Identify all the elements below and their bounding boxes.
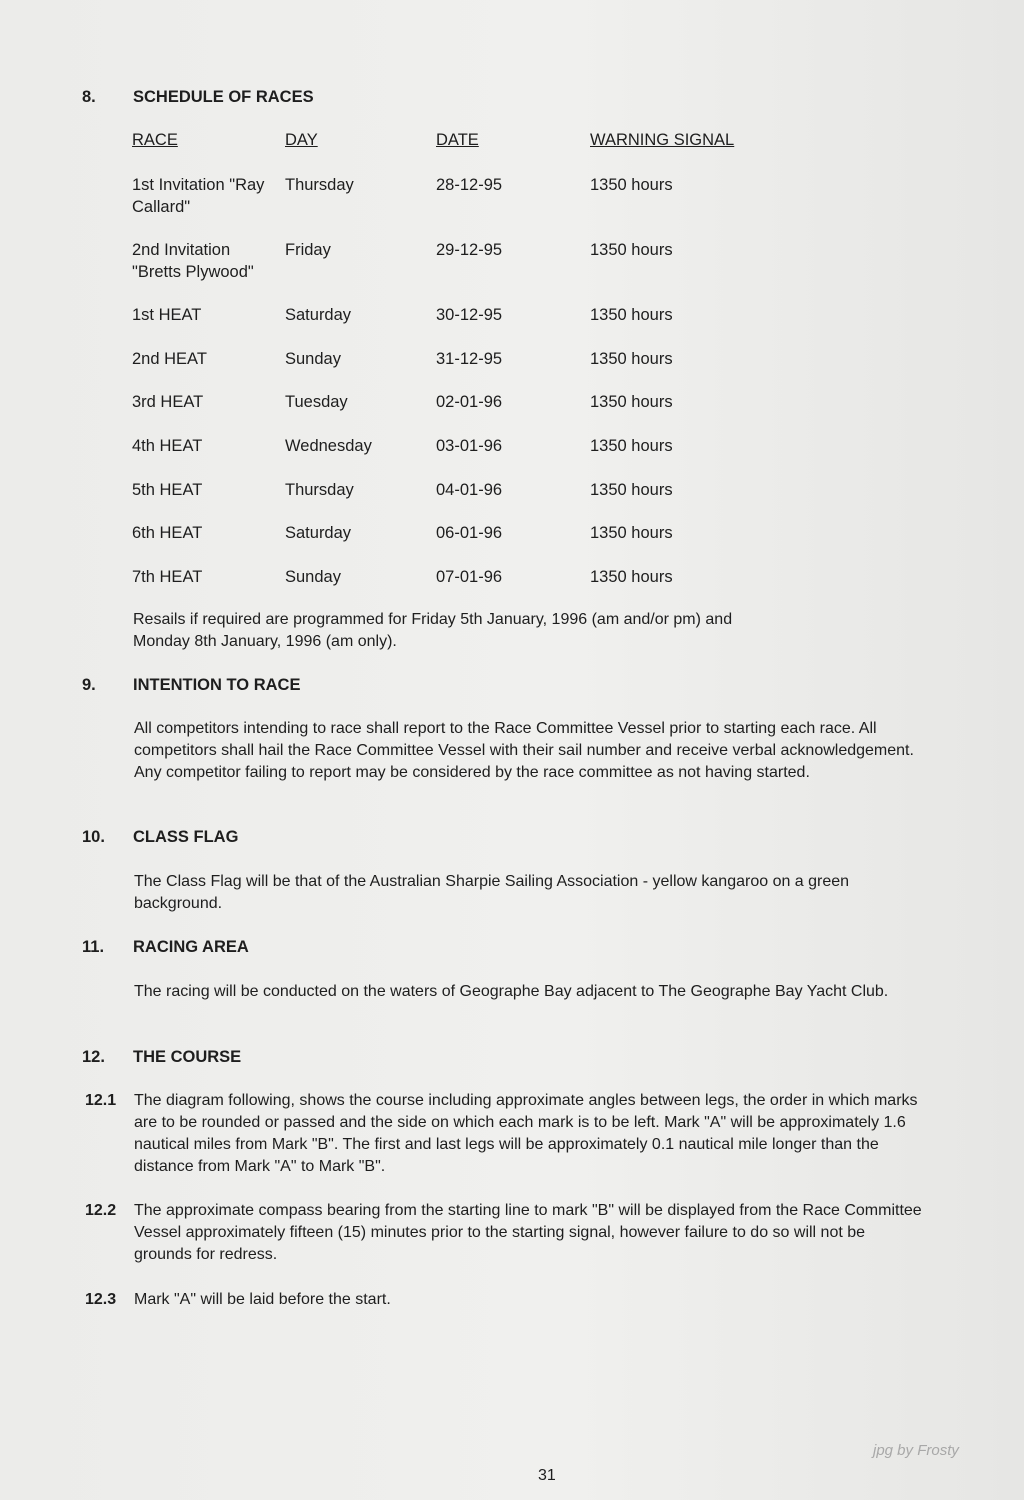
watermark-credit: jpg by Frosty [873, 1442, 959, 1459]
signal-cell: 1350 hours [590, 524, 673, 542]
col-header-race: RACE [132, 131, 178, 149]
day-cell: Saturday [285, 524, 352, 542]
race-cell: 2nd HEAT [132, 350, 207, 368]
subsection-number: 12.1 [85, 1092, 117, 1109]
race-cell: 4th HEAT [132, 437, 203, 455]
date-cell: 30-12-95 [436, 306, 503, 324]
race-cell: 2nd Invitation "Bretts Plywood" [132, 241, 254, 281]
signal-cell: 1350 hours [590, 306, 673, 324]
date-cell: 29-12-95 [436, 241, 503, 259]
date-cell: 06-01-96 [436, 524, 503, 542]
race-cell: 7th HEAT [132, 568, 203, 586]
col-header-date: DATE [436, 131, 479, 149]
race-cell: 1st Invitation "Ray Callard" [132, 176, 265, 216]
signal-cell: 1350 hours [590, 481, 673, 499]
date-cell: 07-01-96 [436, 568, 503, 586]
page-number: 31 [538, 1467, 556, 1484]
section-12-title: THE COURSE [133, 1048, 242, 1066]
signal-cell: 1350 hours [590, 393, 673, 411]
subsection-number: 12.2 [85, 1202, 117, 1219]
date-cell: 28-12-95 [436, 176, 503, 194]
subsection-text: Mark "A" will be laid before the start. [134, 1291, 391, 1308]
race-cell: 1st HEAT [132, 306, 202, 324]
section-9-text: All competitors intending to race shall report to the Race Committee Vessel prior to starting each race. All competitors shall hail the Race Committee Vessel with their sail number and receive verbal acknowledgement. Any competitor failing to report may be considered by the race committee as not having started. [134, 720, 914, 781]
date-cell: 04-01-96 [436, 481, 503, 499]
section-11-text: The racing will be conducted on the waters of Geographe Bay adjacent to The Geographe Bay Yacht Club. [134, 983, 889, 1000]
race-cell: 3rd HEAT [132, 393, 204, 411]
section-9-number: 9. [82, 676, 96, 694]
section-10-title: CLASS FLAG [133, 828, 239, 846]
date-cell: 02-01-96 [436, 393, 503, 411]
section-8-number: 8. [82, 88, 96, 106]
day-cell: Friday [285, 241, 331, 259]
section-10-number: 10. [82, 828, 105, 846]
subsection-text: The diagram following, shows the course including approximate angles between legs, the order in which marks are to be rounded or passed and the side on which each mark is to be left. Mark "A" will be approximately 1.6 nautical miles from Mark "B". The first and last legs will be approximately 0.1 nautical mile longer than the distance from Mark "A" to Mark "B". [134, 1092, 918, 1175]
signal-cell: 1350 hours [590, 568, 673, 586]
day-cell: Thursday [285, 481, 354, 499]
col-header-day: DAY [285, 131, 318, 149]
signal-cell: 1350 hours [590, 176, 673, 194]
signal-cell: 1350 hours [590, 437, 673, 455]
day-cell: Tuesday [285, 393, 348, 411]
section-8-title: SCHEDULE OF RACES [133, 88, 314, 106]
section-9-title: INTENTION TO RACE [133, 676, 301, 694]
day-cell: Thursday [285, 176, 354, 194]
section-11-title: RACING AREA [133, 938, 249, 956]
day-cell: Sunday [285, 350, 341, 368]
day-cell: Saturday [285, 306, 352, 324]
signal-cell: 1350 hours [590, 241, 673, 259]
date-cell: 03-01-96 [436, 437, 503, 455]
subsection-text: The approximate compass bearing from the starting line to mark "B" will be displayed from the Race Committee Vessel approximately fifteen (15) minutes prior to the starting signal, however failure to do so will not be grounds for redress. [134, 1202, 922, 1263]
section-12-number: 12. [82, 1048, 105, 1066]
day-cell: Sunday [285, 568, 341, 586]
day-cell: Wednesday [285, 437, 372, 455]
col-header-warning-signal: WARNING SIGNAL [590, 131, 735, 149]
section-10-text: The Class Flag will be that of the Australian Sharpie Sailing Association - yellow kangaroo on a green background. [134, 873, 850, 912]
race-cell: 5th HEAT [132, 481, 203, 499]
date-cell: 31-12-95 [436, 350, 503, 368]
section-11-number: 11. [82, 938, 105, 956]
signal-cell: 1350 hours [590, 350, 673, 368]
subsection-number: 12.3 [85, 1291, 117, 1308]
race-cell: 6th HEAT [132, 524, 203, 542]
resails-note: Resails if required are programmed for Friday 5th January, 1996 (am and/or pm) and Monday 8th January, 1996 (am only). [133, 611, 733, 650]
